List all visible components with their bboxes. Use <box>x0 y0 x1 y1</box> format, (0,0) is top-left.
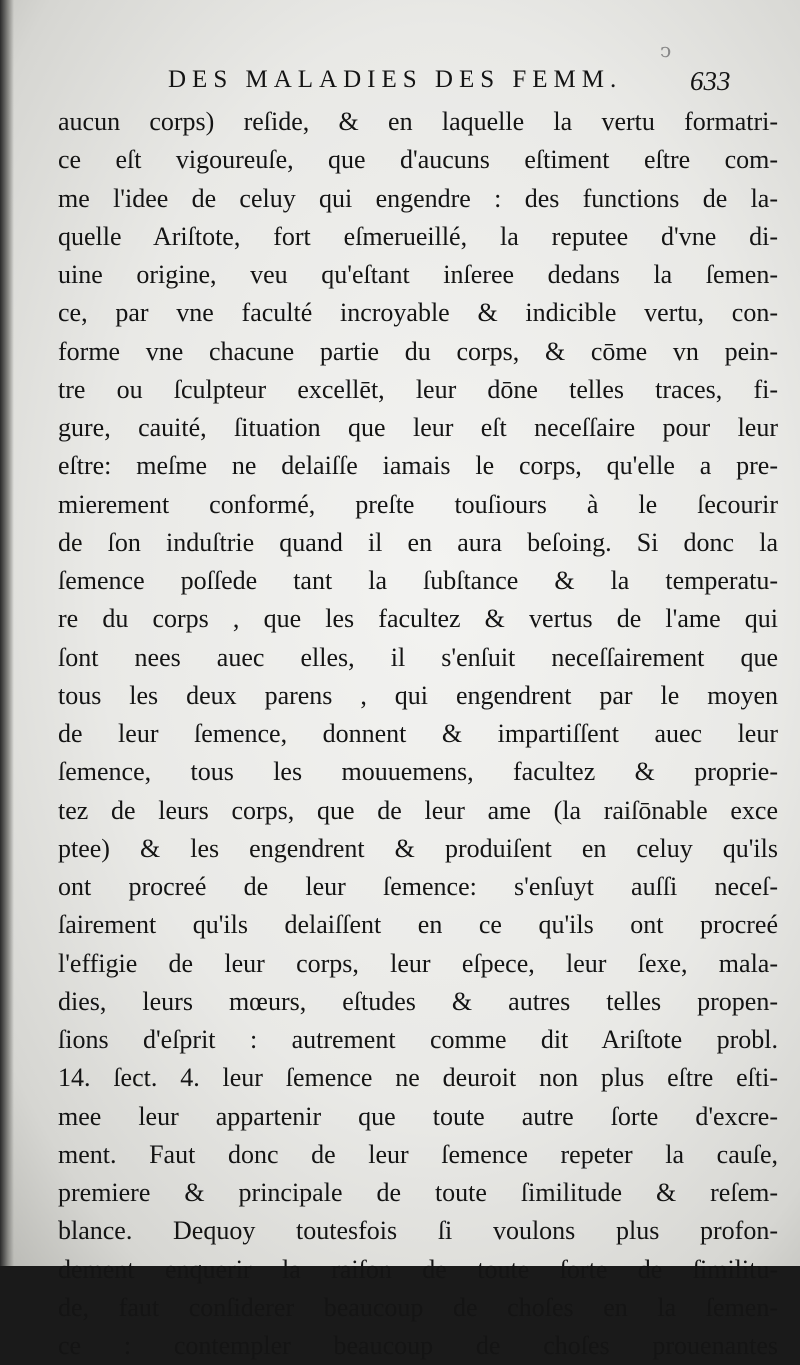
body-text <box>58 103 778 1365</box>
text-line: dies, leurs mœurs, eſtudes & autres telles propen- <box>58 986 778 1016</box>
text-line: ſont nees auec elles, il s'enſuit neceſſairement que <box>58 642 778 672</box>
text-line: re du corps , que les facultez & vertus de l'ame qui <box>58 604 778 634</box>
text-line: quelle Ariſtote, fort eſmerueillé, la reputee d'vne di- <box>58 221 778 251</box>
text-line: uine origine, veu qu'eſtant inſeree dedans la ſemen- <box>58 260 778 289</box>
text-line: gure, cauité, ſituation que leur eſt neceſſaire pour leur <box>58 413 778 442</box>
text-line: tous les deux parens , qui engendrent par le moyen <box>58 680 778 710</box>
text-line: tez de leurs corps, que de leur ame (la raiſōnable exce <box>58 795 778 825</box>
text-line: ce, par vne faculté incroyable & indicible vertu, con- <box>58 298 778 328</box>
text-line: aucun corps) reſide, & en laquelle la vertu formatri- <box>58 107 778 136</box>
text-line: premiere & principale de toute ſimilitude & reſem- <box>58 1178 778 1207</box>
text-line: forme vne chacune partie du corps, & cōme vn pein- <box>58 336 778 366</box>
running-title: DES MALADIES DES FEMM. <box>168 66 623 93</box>
text-line: l'effigie de leur corps, leur eſpece, leur ſexe, mala- <box>58 948 778 978</box>
page-number: 633 <box>690 66 731 96</box>
text-line: ment. Faut donc de leur ſemence repeter la cauſe, <box>58 1139 778 1169</box>
text-line: mee leur appartenir que toute autre ſorte d'excre- <box>58 1101 778 1131</box>
text-line: ce : contempler beaucoup de choſes prouenantes <box>58 1331 778 1360</box>
text-line: ptee) & les engendrent & produiſent en celuy qu'ils <box>58 833 778 863</box>
text-line: eſtre: meſme ne delaiſſe iamais le corps, qu'elle a pre- <box>58 451 778 481</box>
text-line: tre ou ſculpteur excellēt, leur dōne telles traces, fi- <box>58 374 778 404</box>
text-line: blance. Dequoy toutesfois ſi voulons plus profon- <box>58 1216 778 1246</box>
text-line: me l'idee de celuy qui engendre : des functions de la- <box>58 183 778 213</box>
text-line: de ſon induſtrie quand il en aura beſoing. Si donc la <box>58 527 778 557</box>
text-line: ſemence, tous les mouuemens, facultez & proprie- <box>58 757 778 787</box>
text-line: 14. ſect. 4. leur ſemence ne deuroit non plus eſtre eſti- <box>58 1063 778 1093</box>
text-line: ont procreé de leur ſemence: s'enſuyt auſſi neceſ- <box>58 872 778 901</box>
page-binding-shadow <box>0 0 14 1266</box>
running-head <box>0 66 800 106</box>
text-line: de leur ſemence, donnent & impartiſſent auec leur <box>58 719 778 748</box>
text-line: ſairement qu'ils delaiſſent en ce qu'ils ont procreé <box>58 910 778 940</box>
text-line: ſemence poſſede tant la ſubſtance & la temperatu- <box>58 566 778 595</box>
text-line: dement enquerir la raiſon de toute ſorte de ſimilitu- <box>58 1254 778 1284</box>
text-line: ſions d'eſprit : autrement comme dit Ariſtote probl. <box>58 1025 778 1054</box>
text-line: de, faut conſiderer beaucoup de choſes en la ſemen- <box>58 1292 778 1322</box>
text-line: ce eſt vigoureuſe, que d'aucuns eſtiment eſtre com- <box>58 145 778 175</box>
pen-mark: ͻ <box>660 38 672 62</box>
text-line: mierement conformé, preſte touſiours à le ſecourir <box>58 489 778 519</box>
